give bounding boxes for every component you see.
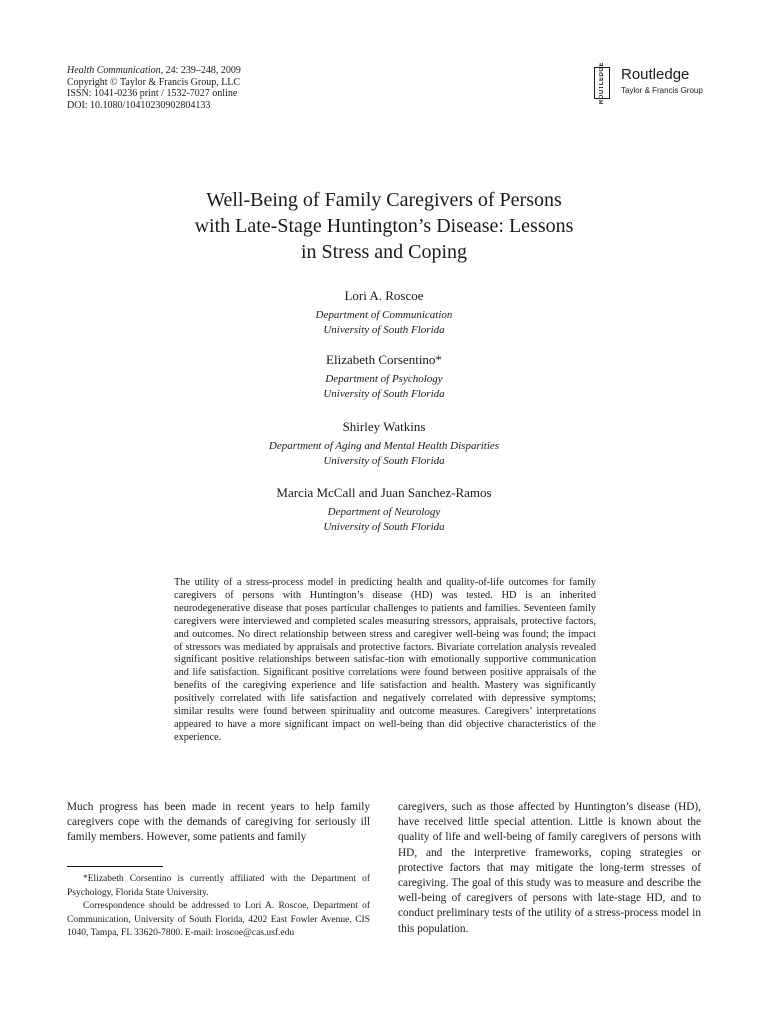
journal-doi: DOI: 10.1080/10410230902804133 [67,99,211,111]
journal-citation: , 24: 239–248, 2009 [160,65,241,76]
footnote-affiliation: *Elizabeth Corsentino is currently affiliated with the Department of Psychology, Florida State University. [67,874,370,898]
publisher-group: Taylor & Francis Group [621,86,703,95]
author-department: Department of Psychology [325,373,443,385]
author-name: Shirley Watkins [342,419,426,434]
author-university: University of South Florida [323,521,445,533]
publisher-logo [594,61,706,105]
footnote-divider [67,866,163,867]
body-column-right: caregivers, such as those affected by Huntington’s disease (HD), have received little special attention. Little is known about the quality of life and well-being of family caregivers of persons with HD, and the interpretive frameworks, coping strategies or protective factors that may mitigate the long-term stresses of caregiving. The goal of this study was to measure and describe the well-being of caregivers of persons with late-stage HD, and to conduct preliminary tests of the utility of a stress-process model in this population. [398,801,701,935]
author-department: Department of Aging and Mental Health Disparities [268,440,500,452]
author-department: Department of Neurology [327,506,441,518]
publisher-name: Routledge [621,66,690,83]
author-university: University of South Florida [323,455,445,467]
footnote-correspondence: Correspondence should be addressed to Lori A. Roscoe, Department of Communication, University of South Florida, 4202 East Fowler Avenue, CIS 1040, Tampa, FL 33620-7800. E-mail: lroscoe@cas.usf.edu [67,901,370,939]
journal-issn: ISSN: 1041-0236 print / 1532-7027 online [67,88,238,100]
author-name: Lori A. Roscoe [344,288,424,303]
journal-copyright: Copyright © Taylor & Francis Group, LLC [67,76,241,88]
abstract: The utility of a stress-process model in predicting health and quality-of-life outcomes for family caregivers of persons with Huntington’s disease (HD) was tested. HD is an inherited neurodegenerative disease that poses particular challenges to patients and families. Seventeen family caregivers were interviewed and completed scales measuring stressors, appraisals, protective factors, and outcomes. No direct relationship between stress and caregiver well-being was found; the impact of stressors was mediated by appraisals and protective factors. Bivariate correlation analysis revealed significant positive relationships between satisfac-tion with emotionally supportive communication and life satisfaction. Significant positive correlations were found between positive appraisals of the benefits of the caregiving experience and life satisfaction and health. Mastery was significantly positively correlated with life satisfaction and negatively correlated with depressive symptoms; similar results were found between spirituality and outcome measures. Caregivers’ interpretations appeared to have a more significant impact on well-being than did objective characteristics of the experience. [174,577,596,743]
body-column-left: Much progress has been made in recent years to help family caregivers cope with the demands of caregiving for seriously ill family members. However, some patients and family [67,801,370,844]
author-department: Department of Communication [315,309,453,321]
author-name: Marcia McCall and Juan Sanchez-Ramos [276,485,492,500]
article-title: Well-Being of Family Caregivers of Persons with Late-Stage Huntington’s Disease: Lessons in Stress and Coping [194,189,574,263]
author-university: University of South Florida [323,388,445,400]
author-block-1 [110,288,658,338]
author-block-2 [110,352,658,402]
journal-citation-line [67,65,241,77]
author-name: Elizabeth Corsentino* [326,352,442,367]
journal-info [67,65,241,111]
journal-name: Health Communication [67,65,161,76]
routledge-logo-icon: ROUTLEDGE [594,67,610,99]
author-block-4 [110,485,658,535]
footnotes [67,873,370,941]
author-block-3 [110,419,658,469]
author-university: University of South Florida [323,324,445,336]
